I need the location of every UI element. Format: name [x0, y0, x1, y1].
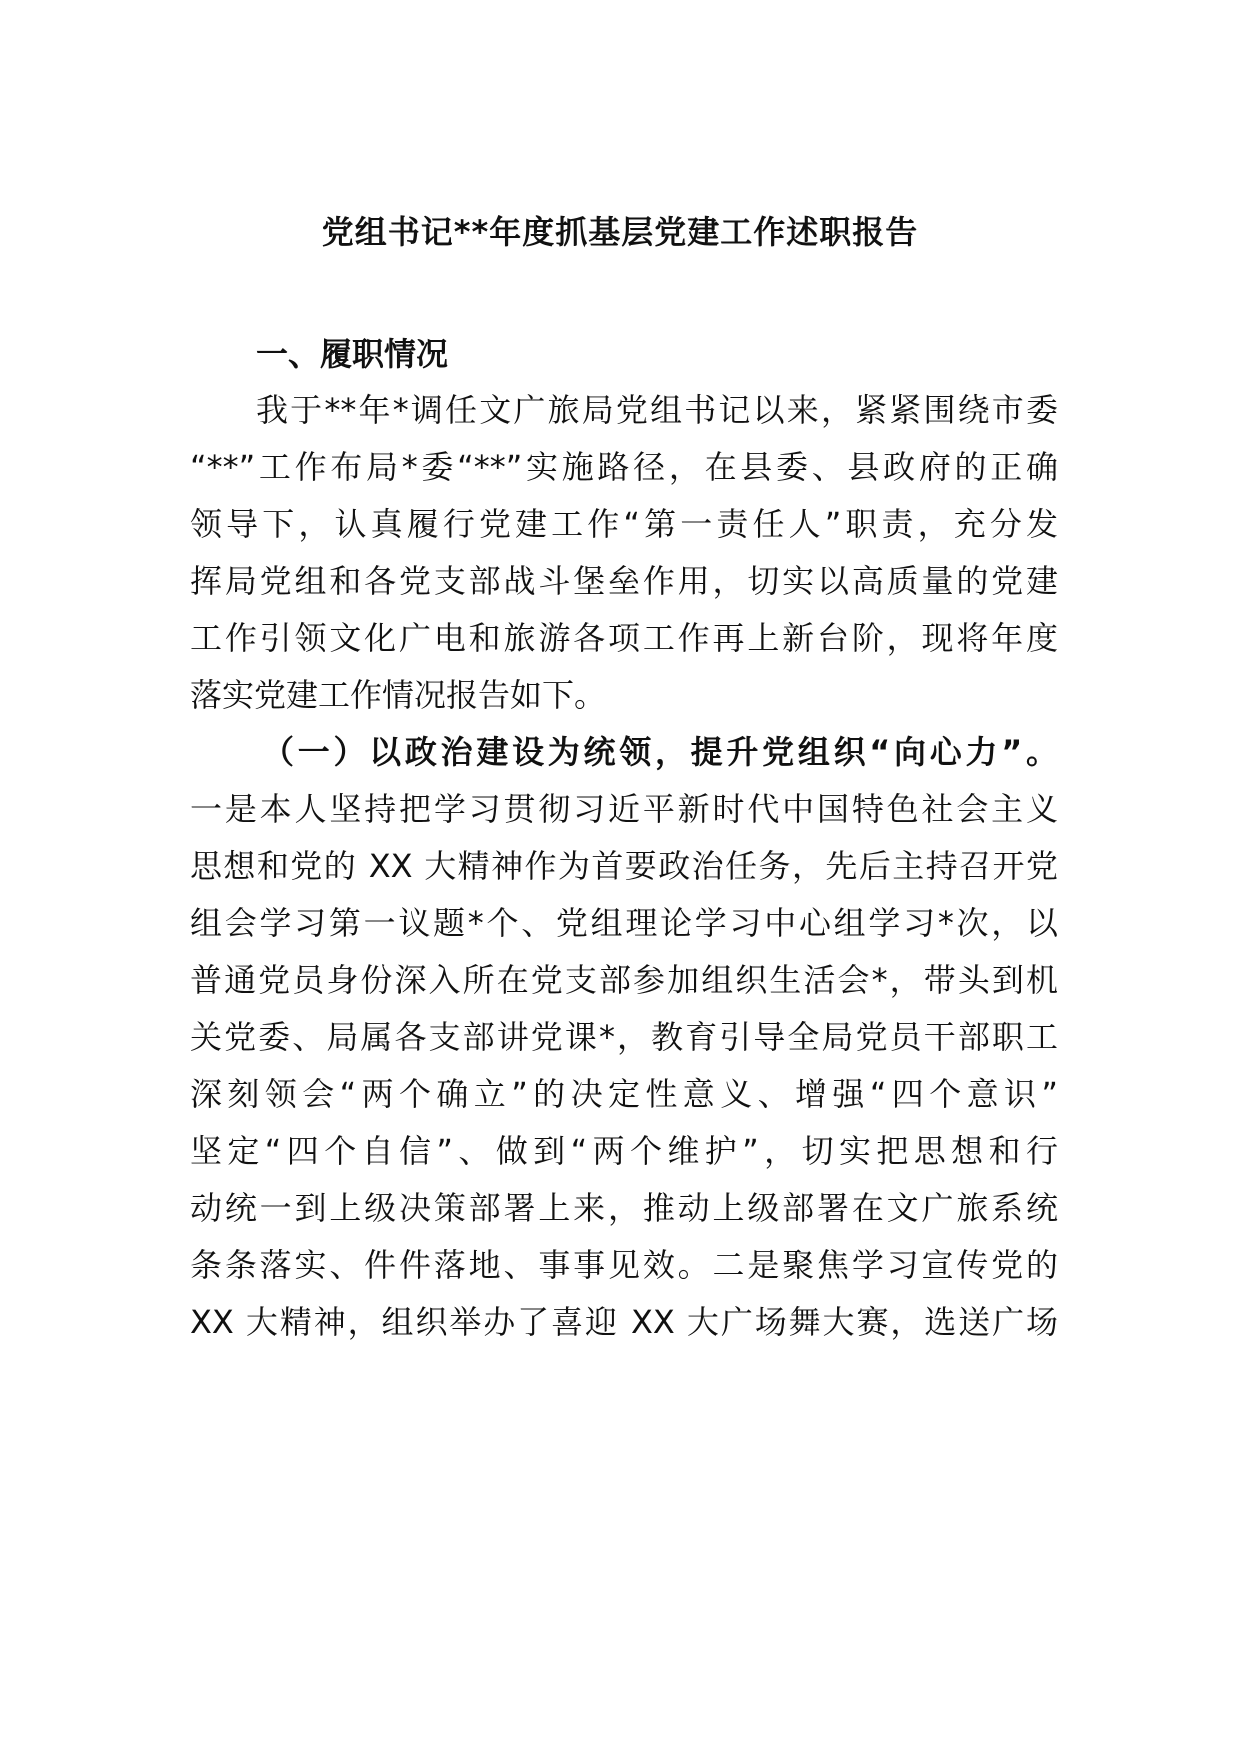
paragraph-line: 条条落实、件件落地、事事见效。二是聚焦学习宣传党的: [190, 1246, 1058, 1284]
paragraph-line: 领导下，认真履行党建工作“第一责任人”职责，充分发: [190, 505, 1058, 543]
paragraph-line: 动统一到上级决策部署上来，推动上级部署在文广旅系统: [190, 1189, 1058, 1227]
document-title: 党组书记**年度抓基层党建工作述职报告: [321, 213, 919, 251]
paragraph-line: 一是本人坚持把学习贯彻习近平新时代中国特色社会主义: [190, 790, 1058, 828]
subsection-heading: （一）以政治建设为统领，提升党组织“向心力”。: [262, 733, 1058, 771]
paragraph-line: 深刻领会“两个确立”的决定性意义、增强“四个意识”: [190, 1075, 1058, 1113]
paragraph-line: 关党委、局属各支部讲党课*，教育引导全局党员干部职工: [190, 1018, 1058, 1056]
paragraph-line: XX 大精神，组织举办了喜迎 XX 大广场舞大赛，选送广场: [190, 1303, 1058, 1341]
paragraph-line: 挥局党组和各党支部战斗堡垒作用，切实以高质量的党建: [190, 562, 1058, 600]
paragraph-line: 思想和党的 XX 大精神作为首要政治任务，先后主持召开党: [190, 847, 1058, 885]
section-heading: 一、履职情况: [256, 335, 449, 373]
paragraph-line: 我于**年*调任文广旅局党组书记以来，紧紧围绕市委: [256, 391, 1058, 429]
paragraph-line: 坚定“四个自信”、做到“两个维护”，切实把思想和行: [190, 1132, 1058, 1170]
paragraph-line: 工作引领文化广电和旅游各项工作再上新台阶，现将年度: [190, 619, 1058, 657]
paragraph-line: 组会学习第一议题*个、党组理论学习中心组学习*次，以: [190, 904, 1058, 942]
paragraph-line: 普通党员身份深入所在党支部参加组织生活会*，带头到机: [190, 961, 1058, 999]
paragraph-line: “**”工作布局*委“**”实施路径，在县委、县政府的正确: [190, 448, 1058, 486]
paragraph-line: 落实党建工作情况报告如下。: [190, 676, 607, 714]
